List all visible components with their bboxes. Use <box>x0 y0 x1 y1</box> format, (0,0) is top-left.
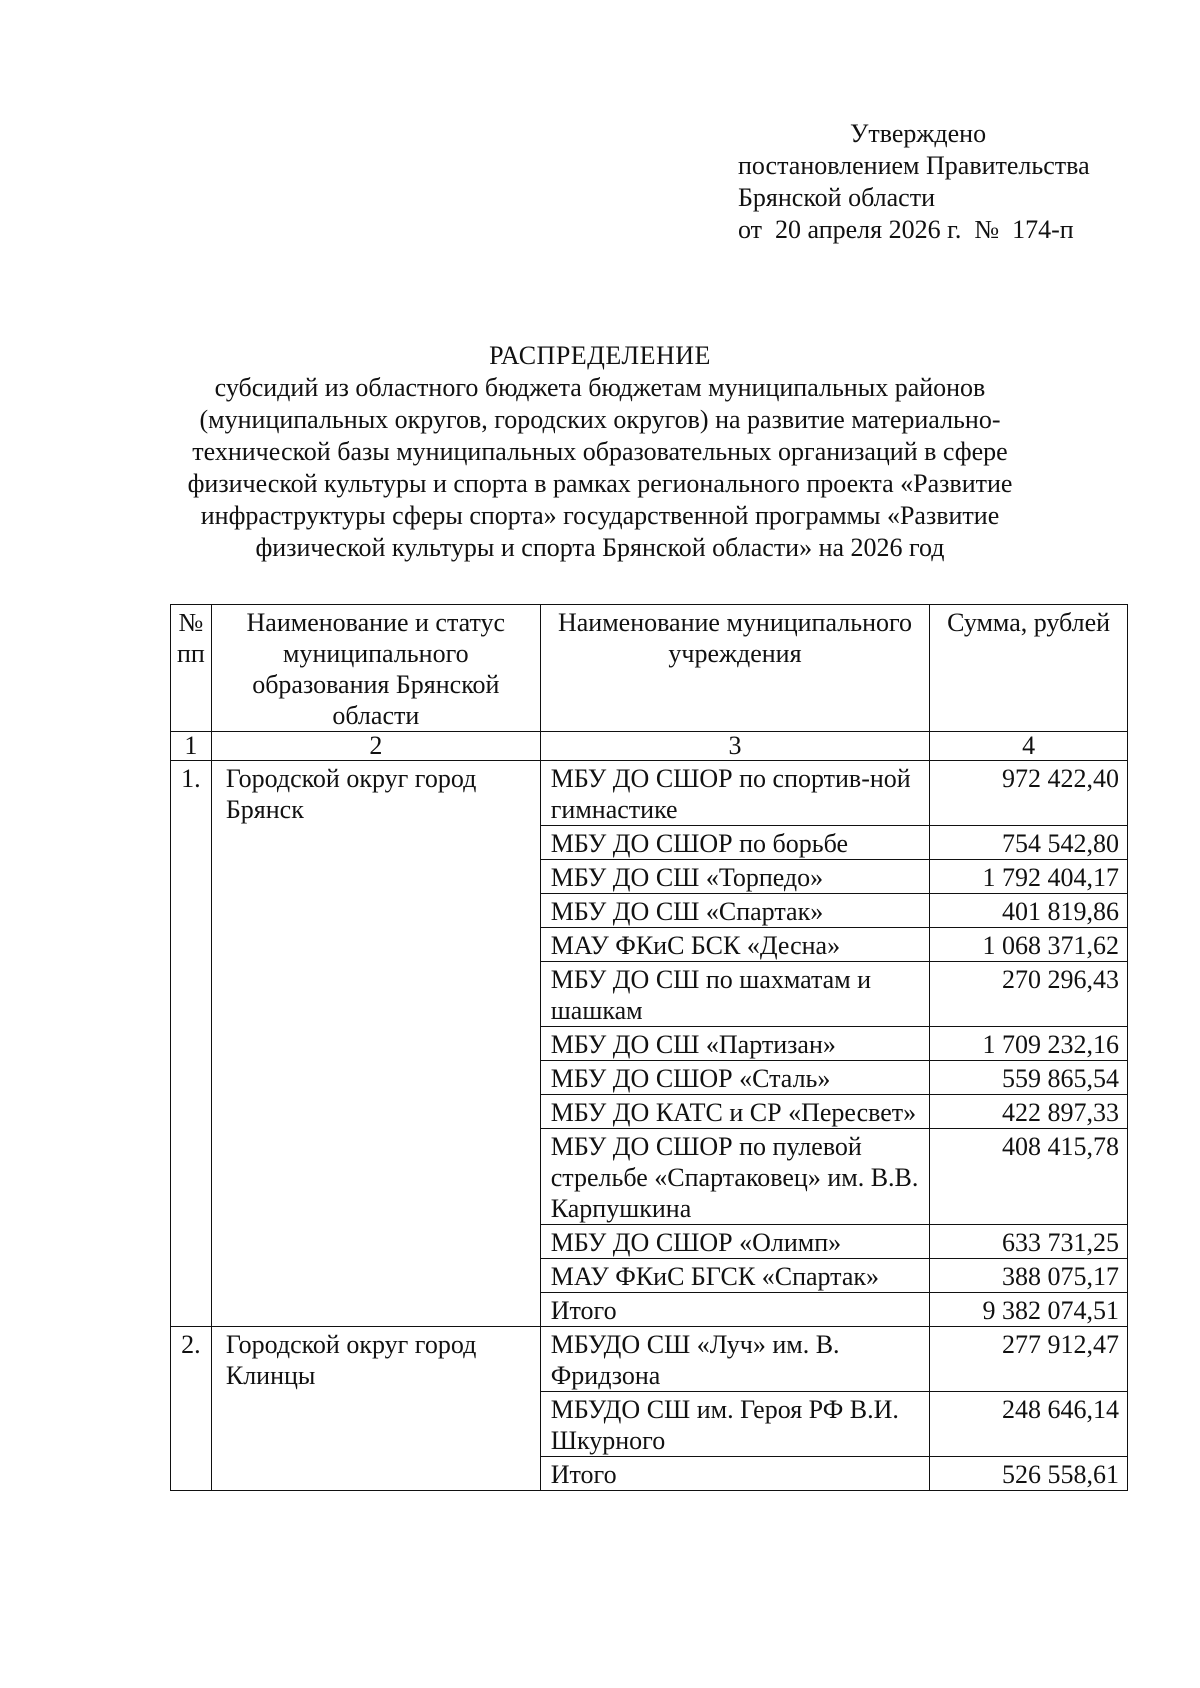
subtitle-line: (муниципальных округов, городских округов) на развитие материально- <box>199 405 1001 434</box>
amount-value: 633 731,25 <box>930 1225 1128 1259</box>
amount-value: 422 897,33 <box>930 1095 1128 1129</box>
institution-name: МБУ ДО СШОР «Сталь» <box>540 1061 929 1095</box>
approval-line-1: Утверждено <box>850 119 987 148</box>
institution-name: МБУ ДО СШ «Торпедо» <box>540 860 929 894</box>
group-number: 2. <box>171 1327 212 1491</box>
amount-value: 1 709 232,16 <box>930 1027 1128 1061</box>
amount-value: 559 865,54 <box>930 1061 1128 1095</box>
approval-line-2: постановлением Правительства <box>738 151 1090 180</box>
amount-value: 1 792 404,17 <box>930 860 1128 894</box>
amount-value: 248 646,14 <box>930 1392 1128 1457</box>
amount-value: 754 542,80 <box>930 826 1128 860</box>
institution-name: МБУ ДО СШОР «Олимп» <box>540 1225 929 1259</box>
institution-name: МАУ ФКиС БГСК «Спартак» <box>540 1259 929 1293</box>
total-amount: 526 558,61 <box>930 1457 1128 1491</box>
amount-value: 388 075,17 <box>930 1259 1128 1293</box>
distribution-table <box>170 604 1128 1491</box>
header-municipality: Наименование и статус муниципального образования Брянской области <box>211 605 540 732</box>
title-heading: РАСПРЕДЕЛЕНИЕ <box>489 341 711 370</box>
institution-name: МБУ ДО СШОР по спортив-ной гимнастике <box>540 761 929 826</box>
approval-block <box>738 118 1158 246</box>
amount-value: 1 068 371,62 <box>930 928 1128 962</box>
index-cell: 1 <box>171 732 212 761</box>
table-row <box>171 761 1128 826</box>
institution-name: МБУ ДО СШ по шахматам и шашкам <box>540 962 929 1027</box>
institution-name: МБУ ДО КАТС и СР «Пересвет» <box>540 1095 929 1129</box>
header-amount: Сумма, рублей <box>930 605 1128 732</box>
amount-value: 401 819,86 <box>930 894 1128 928</box>
institution-name: МБУ ДО СШОР по пулевой стрельбе «Спартаковец» им. В.В. Карпушкина <box>540 1129 929 1225</box>
header-number: № пп <box>171 605 212 732</box>
amount-value: 277 912,47 <box>930 1327 1128 1392</box>
amount-value: 408 415,78 <box>930 1129 1128 1225</box>
index-cell: 2 <box>211 732 540 761</box>
institution-name: МБУДО СШ им. Героя РФ В.И. Шкурного <box>540 1392 929 1457</box>
header-institution: Наименование муниципального учреждения <box>540 605 929 732</box>
group-number: 1. <box>171 761 212 1327</box>
amount-value: 270 296,43 <box>930 962 1128 1027</box>
approval-line-4: от 20 апреля 2026 г. № 174-п <box>738 215 1074 244</box>
approval-line-3: Брянской области <box>738 183 935 212</box>
institution-name: МАУ ФКиС БСК «Десна» <box>540 928 929 962</box>
institution-name: МБУ ДО СШОР по борьбе <box>540 826 929 860</box>
document-title <box>150 340 1050 564</box>
subtitle-line: субсидий из областного бюджета бюджетам муниципальных районов <box>214 373 986 402</box>
table-header-row <box>171 605 1128 732</box>
municipality-name: Городской округ город Брянск <box>211 761 540 1327</box>
subtitle-line: инфраструктуры сферы спорта» государственной программы «Развитие <box>200 501 1000 530</box>
institution-name: МБУ ДО СШ «Спартак» <box>540 894 929 928</box>
institution-name: МБУ ДО СШ «Партизан» <box>540 1027 929 1061</box>
amount-value: 972 422,40 <box>930 761 1128 826</box>
subtitle-line: физической культуры и спорта в рамках регионального проекта «Развитие <box>187 469 1013 498</box>
subtitle-line: технической базы муниципальных образовательных организаций в сфере <box>192 437 1008 466</box>
total-amount: 9 382 074,51 <box>930 1293 1128 1327</box>
index-cell: 4 <box>930 732 1128 761</box>
index-cell: 3 <box>540 732 929 761</box>
total-label: Итого <box>540 1293 929 1327</box>
municipality-name: Городской округ город Клинцы <box>211 1327 540 1491</box>
institution-name: МБУДО СШ «Луч» им. В. Фридзона <box>540 1327 929 1392</box>
subtitle-line: физической культуры и спорта Брянской области» на 2026 год <box>255 533 945 562</box>
table-index-row <box>171 732 1128 761</box>
total-label: Итого <box>540 1457 929 1491</box>
table-row <box>171 1327 1128 1392</box>
